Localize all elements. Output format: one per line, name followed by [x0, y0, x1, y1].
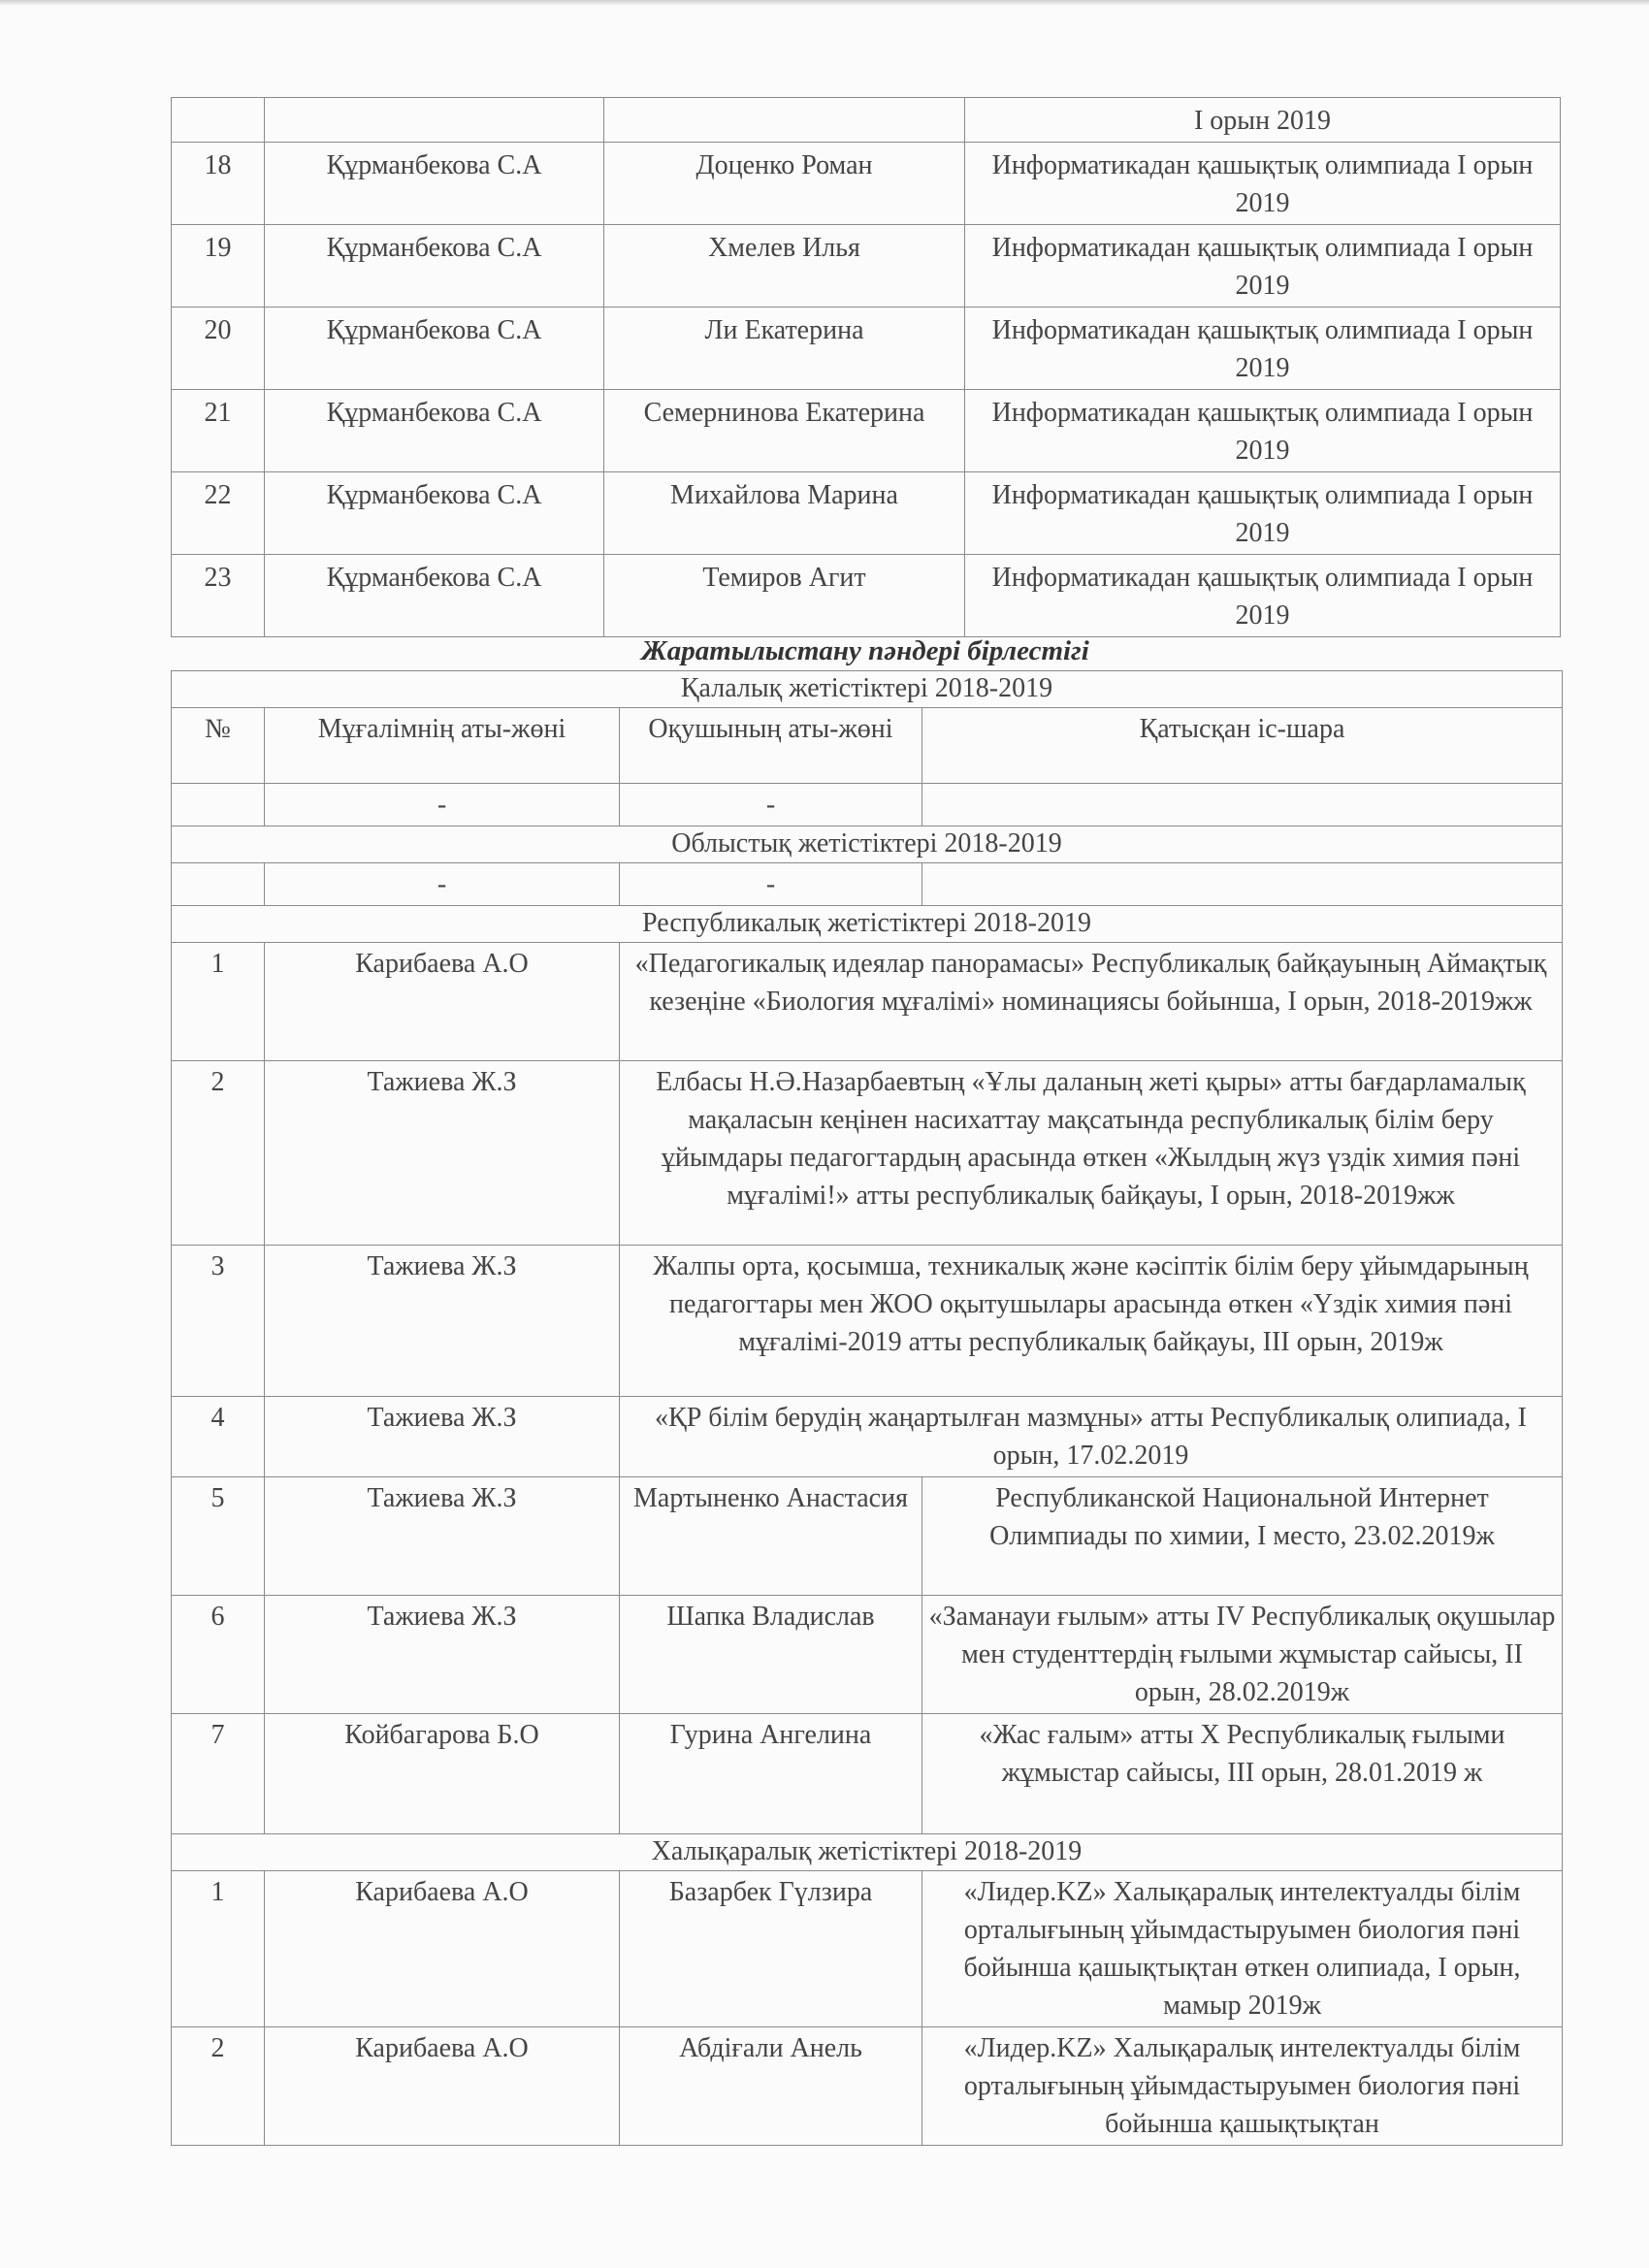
- teacher-cell: Койбагарова Б.О: [265, 1714, 620, 1834]
- num-cell: 23: [172, 555, 265, 637]
- student-cell: Доценко Роман: [604, 143, 965, 225]
- table-row: [172, 943, 1563, 1061]
- table-row: [172, 1714, 1563, 1834]
- teacher-cell: Құрманбекова С.А: [265, 308, 604, 390]
- teacher-cell: Тажиева Ж.З: [265, 1477, 620, 1596]
- num-cell: 19: [172, 225, 265, 308]
- teacher-cell: Карибаева А.О: [265, 2027, 620, 2146]
- num-cell: 4: [172, 1397, 265, 1477]
- num-cell: 18: [172, 143, 265, 225]
- num-cell: 7: [172, 1714, 265, 1834]
- event-cell: I орын 2019: [965, 98, 1561, 143]
- student-cell: Хмелев Илья: [604, 225, 965, 308]
- num-cell: 2: [172, 1061, 265, 1246]
- student-cell: Темиров Агит: [604, 555, 965, 637]
- num-cell: 3: [172, 1246, 265, 1397]
- num-cell: [172, 784, 265, 826]
- international-achievements-header: Халықаралық жетістіктері 2018-2019: [172, 1834, 1563, 1871]
- student-cell: -: [620, 784, 922, 826]
- student-cell: Михайлова Марина: [604, 472, 965, 555]
- event-cell: Информатикадан қашықтық олимпиада I орын 2019: [965, 308, 1561, 390]
- student-cell: [604, 98, 965, 143]
- table-row: [172, 784, 1563, 826]
- event-cell: «Лидер.KZ» Халықаралық интелектуалды білім орталығының ұйымдастыруымен биология пәні бойынша қашықтықтан өткен олипиада, I орын, мамыр 2019ж: [922, 1871, 1563, 2027]
- num-cell: 1: [172, 1871, 265, 2027]
- table-row: [172, 308, 1561, 390]
- teacher-cell: Құрманбекова С.А: [265, 143, 604, 225]
- teacher-cell: Құрманбекова С.А: [265, 472, 604, 555]
- table-row: [172, 225, 1561, 308]
- table-row: [172, 555, 1561, 637]
- event-cell: Республиканской Национальной Интернет Олимпиады по химии, I место, 23.02.2019ж: [922, 1477, 1563, 1596]
- col-header-num: №: [172, 708, 265, 784]
- scan-edge: [0, 0, 1649, 6]
- section-header-row: [172, 1834, 1563, 1871]
- teacher-cell: -: [265, 784, 620, 826]
- col-header-teacher: Мұғалімнің аты-жөні: [265, 708, 620, 784]
- event-cell: «Педагогикалық идеялар панорамасы» Республикалық байқауының Аймақтық кезеңіне «Биология мұғалімі» номинациясы бойынша, I орын, 2018-2019жж: [620, 943, 1563, 1061]
- event-cell: Информатикадан қашықтық олимпиада I орын 2019: [965, 555, 1561, 637]
- section-header-row: [172, 671, 1563, 708]
- teacher-cell: Тажиева Ж.З: [265, 1246, 620, 1397]
- event-cell: Информатикадан қашықтық олимпиада I орын 2019: [965, 225, 1561, 308]
- event-cell: Елбасы Н.Ә.Назарбаевтың «Ұлы даланың жеті қыры» атты бағдарламалық мақаласын кеңінен насихаттау мақсатында республикалық білім беру ұйымдары педагогтардың арасында өткен «Жылдың жүз үздік химия пәні мұғалімі!» атты республикалық байқауы, I орын, 2018-2019жж: [620, 1061, 1563, 1246]
- student-cell: Гурина Ангелина: [620, 1714, 922, 1834]
- teacher-cell: Құрманбекова С.А: [265, 390, 604, 472]
- event-cell: «Заманауи ғылым» атты IV Республикалық оқушылар мен студенттердің ғылыми жұмыстар сайысы, II орын, 28.02.2019ж: [922, 1596, 1563, 1714]
- regional-achievements-header: Облыстық жетістіктері 2018-2019: [172, 826, 1563, 863]
- table-row: [172, 98, 1561, 143]
- event-cell: «Жас ғалым» атты X Республикалық ғылыми жұмыстар сайысы, III орын, 28.01.2019 ж: [922, 1714, 1563, 1834]
- table-row: [172, 1477, 1563, 1596]
- num-cell: [172, 863, 265, 906]
- num-cell: 6: [172, 1596, 265, 1714]
- table-row: [172, 1397, 1563, 1477]
- num-cell: 21: [172, 390, 265, 472]
- table-row: [172, 1246, 1563, 1397]
- teacher-cell: Құрманбекова С.А: [265, 555, 604, 637]
- num-cell: 1: [172, 943, 265, 1061]
- event-cell: Информатикадан қашықтық олимпиада I орын 2019: [965, 390, 1561, 472]
- section-header-row: [172, 906, 1563, 943]
- num-cell: 2: [172, 2027, 265, 2146]
- num-cell: [172, 98, 265, 143]
- teacher-cell: Карибаева А.О: [265, 1871, 620, 2027]
- informatics-results-table: [171, 97, 1561, 637]
- student-cell: Абдіғали Анель: [620, 2027, 922, 2146]
- student-cell: Семернинова Екатерина: [604, 390, 965, 472]
- event-cell: [922, 863, 1563, 906]
- table-row: [172, 472, 1561, 555]
- student-cell: Ли Екатерина: [604, 308, 965, 390]
- column-header-row: [172, 708, 1563, 784]
- republic-achievements-header: Республикалық жетістіктері 2018-2019: [172, 906, 1563, 943]
- table-row: [172, 390, 1561, 472]
- student-cell: -: [620, 863, 922, 906]
- section-title: Жаратылыстану пәндері бірлестігі: [641, 635, 1089, 666]
- num-cell: 22: [172, 472, 265, 555]
- event-cell: [922, 784, 1563, 826]
- student-cell: Базарбек Гүлзира: [620, 1871, 922, 2027]
- table-row: [172, 2027, 1563, 2146]
- teacher-cell: Құрманбекова С.А: [265, 225, 604, 308]
- teacher-cell: Тажиева Ж.З: [265, 1061, 620, 1246]
- student-cell: Шапка Владислав: [620, 1596, 922, 1714]
- table-row: [172, 1871, 1563, 2027]
- event-cell: «ҚР білім берудің жаңартылған мазмұны» атты Республикалық олипиада, I орын, 17.02.2019: [620, 1397, 1563, 1477]
- teacher-cell: Тажиева Ж.З: [265, 1596, 620, 1714]
- section-header-row: [172, 826, 1563, 863]
- teacher-cell: [265, 98, 604, 143]
- table-row: [172, 143, 1561, 225]
- event-cell: Информатикадан қашықтық олимпиада I орын 2019: [965, 472, 1561, 555]
- teacher-cell: Тажиева Ж.З: [265, 1397, 620, 1477]
- table-row: [172, 1061, 1563, 1246]
- teacher-cell: Карибаева А.О: [265, 943, 620, 1061]
- event-cell: Жалпы орта, қосымша, техникалық және кәсіптік білім беру ұйымдарының педагогтары мен ЖОО оқытушылары арасында өткен «Үздік химия пәні мұғалімі-2019 атты республикалық байқауы, III орын, 2019ж: [620, 1246, 1563, 1397]
- table-row: [172, 863, 1563, 906]
- city-achievements-header: Қалалық жетістіктері 2018-2019: [172, 671, 1563, 708]
- event-cell: Информатикадан қашықтық олимпиада I орын 2019: [965, 143, 1561, 225]
- table-row: [172, 1596, 1563, 1714]
- achievements-table: [171, 670, 1563, 2146]
- student-cell: Мартыненко Анастасия: [620, 1477, 922, 1596]
- num-cell: 20: [172, 308, 265, 390]
- num-cell: 5: [172, 1477, 265, 1596]
- teacher-cell: -: [265, 863, 620, 906]
- col-header-event: Қатысқан іс-шара: [922, 708, 1563, 784]
- event-cell: «Лидер.KZ» Халықаралық интелектуалды білім орталығының ұйымдастыруымен биология пәні бойынша қашықтықтан: [922, 2027, 1563, 2146]
- col-header-student: Оқушының аты-жөні: [620, 708, 922, 784]
